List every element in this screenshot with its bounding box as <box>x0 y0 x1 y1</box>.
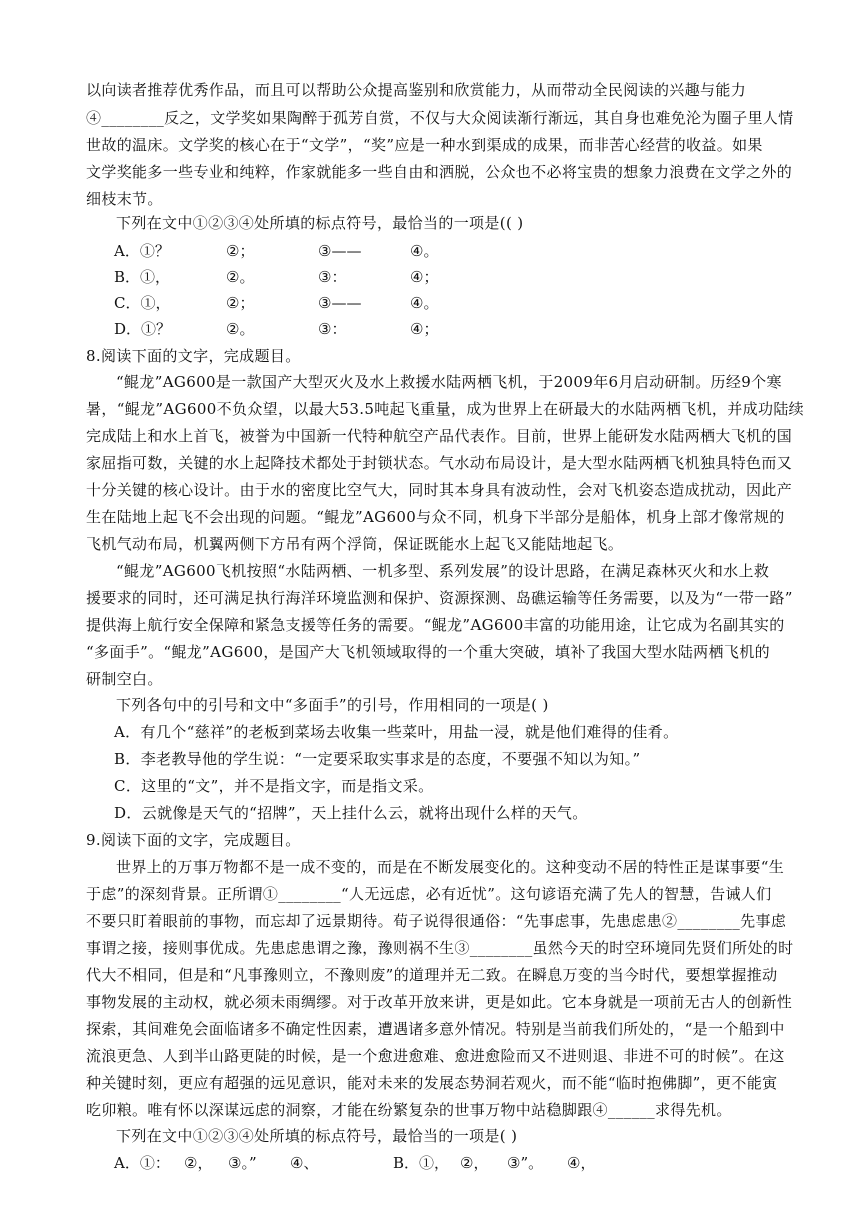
q9-question: 下列在文中①②③④处所填的标点符号，最恰当的一项是( ) <box>116 1127 518 1145</box>
q9-passage-line: 不要只盯着眼前的事物，而忘却了远景期待。荀子说得很通俗：“先事虑事，先患虑患②________先事虑 <box>86 912 787 930</box>
option-part: B．①， <box>114 268 171 286</box>
option-part: ③”。 <box>507 1154 544 1172</box>
q8-passage-line: 完成陆上和水上首飞，被誉为中国新一代特种航空产品代表作。目前，世界上能研发水陆两栖大飞机的国 <box>86 427 793 445</box>
q9-passage-line: 探索，其间难免会面临诸多不确定性因素，遭遇诸多意外情况。特别是当前我们所处的，“是一个船到中 <box>86 1020 785 1038</box>
q8-option-d[interactable]: D．云就像是天气的“招牌”，天上挂什么云，就将出现什么样的天气。 <box>114 804 588 822</box>
q9-passage-line: 事物发展的主动权，就必须未雨绸缪。对于改革开放来讲，更是如此。它本身就是一项前无古人的创新性 <box>86 993 793 1011</box>
q8-passage-line: “鲲龙”AG600是一款国产大型灭火及水上救援水陆两栖飞机，于2009年6月启动研制。历经9个寒 <box>116 373 782 391</box>
q8-option-a[interactable]: A．有几个“慈祥”的老板到菜场去收集一些菜叶，用盐一浸，就是他们难得的佳肴。 <box>114 723 679 741</box>
option-part: ④、 <box>290 1154 319 1172</box>
option-part: B．①， <box>393 1154 450 1172</box>
option-part: ②， <box>184 1154 213 1172</box>
option-part: ④； <box>410 320 439 338</box>
q9-passage-line: 吃卯粮。唯有怀以深谋远虑的洞察，才能在纷繁复杂的世事万物中站稳脚跟④______求得先机。 <box>86 1101 732 1119</box>
q9-passage-line: 于虑”的深刻背景。正所谓①________“人无远虑，必有近忧”。这句谚语充满了先人的智慧，告诫人们 <box>86 885 772 903</box>
option-part: A．①？ <box>114 242 170 260</box>
q8-passage-line: “鲲龙”AG600飞机按照“水陆两栖、一机多型、系列发展”的设计思路，在满足森林灭火和水上救 <box>116 562 770 580</box>
q8-passage-line: 飞机气动布局，机翼两侧下方吊有两个浮筒，保证既能水上起飞又能陆地起飞。 <box>86 535 624 553</box>
option-part: ④； <box>410 268 439 286</box>
q8-passage-line: 研制空白。 <box>86 670 163 688</box>
q7-passage-line: 以向读者推荐优秀作品，而且可以帮助公众提高鉴别和欣赏能力，从而带动全民阅读的兴趣与能力 <box>86 81 747 99</box>
option-part: D．①？ <box>114 320 172 338</box>
q7-passage-line: ④________反之，文学奖如果陶醉于孤芳自赏，不仅与大众阅读渐行渐远，其自身也难免沦为圈子里人情 <box>86 109 794 127</box>
q9-passage-line: 事谓之接，接则事优成。先患虑患谓之豫，豫则祸不生③________虽然今天的时空环境同先贤们所处的时 <box>86 939 794 957</box>
q8-option-b[interactable]: B．李老教导他的学生说：“一定要采取实事求是的态度，不要强不知以为知。” <box>114 750 641 768</box>
option-part: ③： <box>318 268 347 286</box>
option-part: ②； <box>226 294 255 312</box>
q8-heading: 8.阅读下面的文字，完成题目。 <box>86 347 301 365</box>
q8-option-c[interactable]: C．这里的“文”，并不是指文字，而是指文采。 <box>114 777 434 795</box>
q9-heading: 9.阅读下面的文字，完成题目。 <box>86 831 301 849</box>
option-part: ②。 <box>226 320 255 338</box>
q9-passage-line: 种关键时刻，更应有超强的远见意识，能对未来的发展态势洞若观火，而不能“临时抱佛脚”，更不能寅 <box>86 1074 778 1092</box>
q7-question: 下列在文中①②③④处所填的标点符号，最恰当的一项是(( ) <box>116 214 524 232</box>
option-part: ②； <box>226 242 255 260</box>
option-part: ④。 <box>410 294 439 312</box>
option-part: ②。 <box>226 268 255 286</box>
q7-passage-line: 细枝末节。 <box>86 190 163 208</box>
q8-question: 下列各句中的引号和文中“多面手”的引号，作用相同的一项是( ) <box>116 696 549 714</box>
q9-passage-line: 流浪更急、人到半山路更陡的时候，是一个愈进愈难、愈进愈险而又不进则退、非进不可的时候”。在这 <box>86 1047 785 1065</box>
option-part: ③： <box>318 320 347 338</box>
option-part: ④， <box>567 1154 596 1172</box>
option-part: ④。 <box>410 242 439 260</box>
q8-passage-line: 十分关键的核心设计。由于水的密度比空气大，同时其本身具有波动性，会对飞机姿态造成扰动，因此产 <box>86 481 793 499</box>
q9-passage-line: 世界上的万事万物都不是一成不变的，而是在不断发展变化的。这种变动不居的特性正是谋事要“生 <box>116 858 785 876</box>
q8-passage-line: 提供海上航行安全保障和紧急支援等任务的需要。“鲲龙”AG600丰富的功能用途，让它成为名副其实的 <box>86 616 785 634</box>
option-part: ③。” <box>228 1154 257 1172</box>
option-part: ②， <box>460 1154 489 1172</box>
q8-passage-line: 暑，“鲲龙”AG600不负众望，以最大53.5吨起飞重量，成为世界上在研最大的水陆两栖飞机，并成功陆续 <box>86 400 805 418</box>
option-part: A．①： <box>114 1154 170 1172</box>
q8-passage-line: 家屈指可数，关键的水上起降技术都处于封锁状态。气水动布局设计，是大型水陆两栖飞机独具特色而又 <box>86 454 793 472</box>
q8-passage-line: 援要求的同时，还可满足执行海洋环境监测和保护、资源探测、岛礁运输等任务需要，以及为“一带一路” <box>86 589 793 607</box>
q7-passage-line: 文学奖能多一些专业和纯粹，作家就能多一些自由和洒脱，公众也不必将宝贵的想象力浪费在文学之外的 <box>86 163 793 181</box>
q8-passage-line: “多面手”。“鲲龙”AG600，是国产大飞机领域取得的一个重大突破，填补了我国大型水陆两栖飞机的 <box>86 643 770 661</box>
q9-passage-line: 代大不相同，但是和“凡事豫则立，不豫则废”的道理并无二致。在瞬息万变的当今时代，要想掌握推动 <box>86 966 778 984</box>
q8-passage-line: 生在陆地上起飞不会出现的问题。“鲲龙”AG600与众不同，机身下半部分是船体，机身上部才像常规的 <box>86 508 785 526</box>
option-part: C．①， <box>114 294 171 312</box>
q7-passage-line: 世故的温床。文学奖的核心在于“文学”，“奖”应是一种水到渠成的成果，而非苦心经营的收益。如果 <box>86 136 763 154</box>
option-part: ③—— <box>318 294 362 312</box>
option-part: ③—— <box>318 242 362 260</box>
